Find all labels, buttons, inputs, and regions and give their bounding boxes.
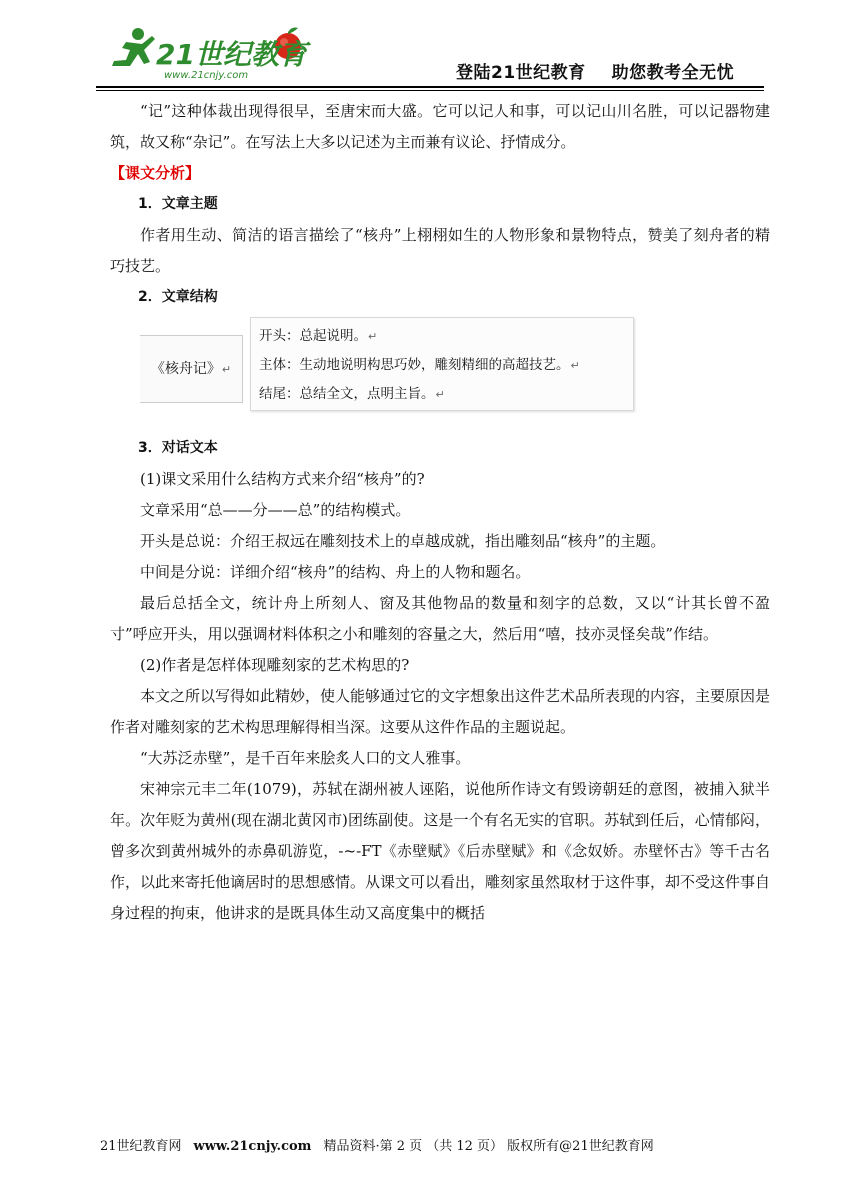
structure-title: 《核舟记》 xyxy=(150,360,221,377)
theme-paragraph: 作者用生动、简洁的语言描绘了“核舟”上栩栩如生的人物形象和景物特点，赞美了刻舟者的精巧技艺。 xyxy=(110,226,770,275)
section-title: 【课文分析】 xyxy=(110,164,201,182)
answer-1-line-4: 最后总括全文，统计舟上所刻人、窗及其他物品的数量和刻字的总数，又以“计其长曾不盈寸”呼应开头，用以强调材料体积之小和雕刻的容量之大，然后用“嘻，技亦灵怪矣哉”作结。 xyxy=(110,594,770,643)
logo-text: 21世纪教育 xyxy=(156,38,307,71)
structure-line-ending: 结尾：总结全文，点明主旨。↵ xyxy=(259,386,445,402)
document-body xyxy=(110,96,770,929)
21cnjy-logo xyxy=(108,26,318,86)
heading-theme: 1．文章主题 xyxy=(138,196,218,212)
header-rule-thin xyxy=(96,90,764,91)
structure-title-box xyxy=(140,335,243,403)
question-2: (2)作者是怎样体现雕刻家的艺术构思的? xyxy=(140,656,410,674)
header-rule xyxy=(96,86,764,88)
logo-url-text: www.21cnjy.com xyxy=(164,70,249,81)
structure-line-body: 主体：生动地说明构思巧妙，雕刻精细的高超技艺。↵ xyxy=(259,357,580,373)
structure-line-opening: 开头：总起说明。↵ xyxy=(259,328,378,344)
header-slogan xyxy=(456,58,734,83)
intro-paragraph: “记”这种体裁出现得很早，至唐宋而大盛。它可以记人和事，可以记山川名胜，可以记器物建筑，故又称“杂记”。在写法上大多以记述为主而兼有议论、抒情成分。 xyxy=(110,102,770,151)
question-1: (1)课文采用什么结构方式来介绍“核舟”的? xyxy=(140,470,425,488)
page-header xyxy=(0,0,860,90)
return-mark: ↵ xyxy=(221,362,232,376)
runner-figure-icon xyxy=(112,28,155,66)
structure-diagram xyxy=(140,317,770,425)
answer-1-line-2: 开头是总说：介绍王叔远在雕刻技术上的卓越成就，指出雕刻品“核舟”的主题。 xyxy=(140,532,666,550)
structure-lines-box xyxy=(250,317,634,411)
heading-structure: 2．文章结构 xyxy=(138,289,218,305)
answer-2-line-3: 宋神宗元丰二年(1079)，苏轼在湖州被人诬陷，说他所作诗文有毁谤朝廷的意图，被捕入狱半年。次年贬为黄州(现在湖北黄冈市)团练副使。这是一个有名无实的官职。苏轼到任后，心情郁闷，曾多次到黄州城外的赤鼻矶游览，-~-FT《赤壁赋》《后赤壁赋》和《念奴娇。赤壁怀古》等千古名作，以此来寄托他谪居时的思想感情。从课文可以看出，雕刻家虽然取材于这件事，却不受这件事自身过程的拘束，他讲求的是既具体生动又高度集中的概括 xyxy=(110,780,771,922)
slogan-left: 登陆21世纪教育 xyxy=(456,63,586,83)
answer-2-line-2: “大苏泛赤壁”，是千百年来脍炙人口的文人雅事。 xyxy=(140,749,471,767)
footer-page-info: 精品资料·第 2 页 （共 12 页） 版权所有@21世纪教育网 xyxy=(323,1139,654,1154)
page-footer xyxy=(100,1135,654,1154)
footer-url-link[interactable]: www.21cnjy.com xyxy=(193,1139,312,1154)
footer-site: 21世纪教育网 xyxy=(100,1139,182,1154)
heading-dialogue: 3．对话文本 xyxy=(138,440,218,456)
answer-2-line-1: 本文之所以写得如此精妙，使人能够通过它的文字想象出这件艺术品所表现的内容，主要原因是作者对雕刻家的艺术构思理解得相当深。这要从这件作品的主题说起。 xyxy=(110,687,771,736)
answer-1-line-3: 中间是分说：详细介绍“核舟”的结构、舟上的人物和题名。 xyxy=(140,563,531,581)
slogan-right: 助您教考全无忧 xyxy=(611,63,735,83)
answer-1-line-1: 文章采用“总——分——总”的结构模式。 xyxy=(140,501,411,519)
